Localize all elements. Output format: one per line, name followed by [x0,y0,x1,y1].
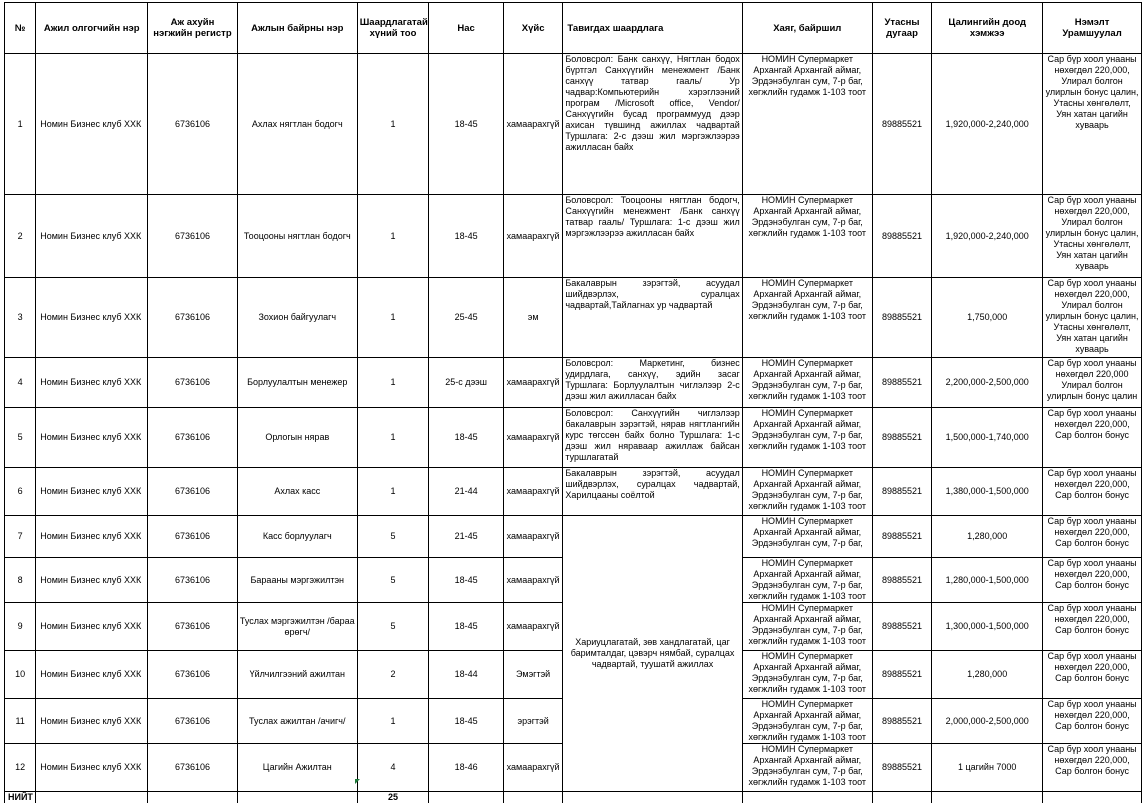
cell-age[interactable]: 18-45 [429,558,504,603]
cell-register[interactable]: 6736106 [148,195,238,278]
cell-employer[interactable]: Номин Бизнес клуб ХХК [36,408,148,468]
cell-position[interactable]: Туслах ажилтан /ачигч/ [237,699,357,744]
header-row [5,3,1142,54]
cell-register[interactable]: 6736106 [148,468,238,516]
cell-count[interactable]: 4 [357,744,429,792]
cell-age[interactable]: 18-45 [429,603,504,651]
cell-gender[interactable]: хамаарахгүй [503,358,562,408]
cell-bonus[interactable]: Сар бүр хоол унааны нөхөгдөл 220,000, Сар болгон бонус [1043,651,1142,699]
cell-requirements[interactable]: Боловсрол: Маркетинг, бизнес удирдлага, санхүү, эдийн засаг Туршлага: Борлуулалтын чиглэлээр 2-с дээш жил ажилласан байх [563,358,742,408]
cell-age[interactable]: 21-45 [429,516,504,558]
cell-salary[interactable]: 1,380,000-1,500,000 [932,468,1043,516]
header-age[interactable]: Нас [429,3,504,54]
cell-num[interactable]: 6 [5,468,36,516]
cell-age[interactable]: 18-45 [429,195,504,278]
cell-address[interactable]: НОМИН Супермаркет Архангай Архангай аймаг, Эрдэнэбулган сум, 7-р баг, хөгжлийн гудамж 1-103 тоот [742,744,872,792]
cell-position[interactable]: Зохион байгуулагч [237,278,357,358]
cell-address[interactable]: НОМИН Супермаркет Архангай Архангай аймаг, Эрдэнэбулган сум, 7-р баг, хөгжлийн гудамж 1-103 тоот [742,408,872,468]
cell-register[interactable]: 6736106 [148,603,238,651]
cell-count[interactable]: 1 [357,699,429,744]
cell-bonus[interactable]: Сар бүр хоол унааны нөхөгдөл 220,000, Сар болгон бонус [1043,558,1142,603]
total-empty-cell[interactable] [872,792,931,803]
total-count[interactable]: 25 [357,792,429,803]
cell-age[interactable]: 18-45 [429,54,504,195]
cell-requirements-merged[interactable]: Хариуцлагатай, зөв хандлагатай, цаг баримталдаг, цэвэрч нямбай, суралцах чадвартай, туушатй ажиллах [563,516,742,792]
cell-employer[interactable]: Номин Бизнес клуб ХХК [36,358,148,408]
cell-count[interactable]: 1 [357,195,429,278]
cell-employer[interactable]: Номин Бизнес клуб ХХК [36,744,148,792]
cell-bonus[interactable]: Сар бүр хоол унааны нөхөгдөл 220,000, Улирал болгон улирлын бонус цалин, Утасны хөнгөлөлт, Уян хатан цагийн хуваарь [1043,54,1142,195]
cell-gender[interactable]: хамаарахгүй [503,744,562,792]
cell-address[interactable]: НОМИН Супермаркет Архангай Архангай аймаг, Эрдэнэбулган сум, 7-р баг, хөгжлийн гудамж 1-103 тоот [742,699,872,744]
header-employer[interactable]: Ажил олгогчийн нэр [36,3,148,54]
cell-gender[interactable]: хамаарахгүй [503,558,562,603]
cell-register[interactable]: 6736106 [148,358,238,408]
cell-num[interactable]: 8 [5,558,36,603]
cell-employer[interactable]: Номин Бизнес клуб ХХК [36,468,148,516]
cell-bonus[interactable]: Сар бүр хоол унааны нөхөгдөл 220,000, Сар болгон бонус [1043,468,1142,516]
cell-count[interactable]: 5 [357,603,429,651]
cell-register[interactable]: 6736106 [148,54,238,195]
cell-phone[interactable]: 89885521 [872,195,931,278]
cell-employer[interactable]: Номин Бизнес клуб ХХК [36,558,148,603]
cell-age[interactable]: 18-44 [429,651,504,699]
cell-num[interactable]: 7 [5,516,36,558]
total-row [5,792,1142,803]
cell-num[interactable]: 12 [5,744,36,792]
total-empty-cell[interactable] [1043,792,1142,803]
cell-bonus[interactable]: Сар бүр хоол унааны нөхөгдөл 220,000, Сар болгон бонус [1043,516,1142,558]
cell-salary[interactable]: 1,280,000-1,500,000 [932,558,1043,603]
cell-phone[interactable]: 89885521 [872,651,931,699]
cell-phone[interactable]: 89885521 [872,516,931,558]
cell-phone[interactable]: 89885521 [872,603,931,651]
cell-employer[interactable]: Номин Бизнес клуб ХХК [36,651,148,699]
table-row [5,195,1142,278]
header-register[interactable]: Аж ахуйн нэгжийн регистр [148,3,238,54]
cell-position[interactable]: Цагийн Ажилтан [237,744,357,792]
cell-gender[interactable]: хамаарахгүй [503,516,562,558]
cell-position[interactable]: Борлуулалтын менежер [237,358,357,408]
total-empty-cell[interactable] [36,792,148,803]
cell-salary[interactable]: 1,280,000 [932,516,1043,558]
cell-age[interactable]: 18-45 [429,699,504,744]
cell-gender[interactable]: хамаарахгүй [503,603,562,651]
header-num[interactable]: № [5,3,36,54]
cell-num[interactable]: 9 [5,603,36,651]
cell-bonus[interactable]: Сар бүр хоол унааны нөхөгдөл 220,000, Улирал болгон улирлын бонус цалин, Утасны хөнгөлөлт, Уян хатан цагийн хуваарь [1043,195,1142,278]
cell-num[interactable]: 4 [5,358,36,408]
cell-employer[interactable]: Номин Бизнес клуб ХХК [36,195,148,278]
cell-phone[interactable]: 89885521 [872,408,931,468]
cell-count[interactable]: 1 [357,278,429,358]
cell-employer[interactable]: Номин Бизнес клуб ХХК [36,699,148,744]
total-empty-cell[interactable] [932,792,1043,803]
cell-position[interactable]: Үйлчилгээний ажилтан [237,651,357,699]
cell-age[interactable]: 18-45 [429,408,504,468]
cell-register[interactable]: 6736106 [148,278,238,358]
cell-register[interactable]: 6736106 [148,558,238,603]
table-row [5,516,1142,558]
cell-address[interactable]: НОМИН Супермаркет Архангай Архангай аймаг, Эрдэнэбулган сум, 7-р баг, хөгжлийн гудамж 1-103 тоот [742,468,872,516]
cell-age[interactable]: 21-44 [429,468,504,516]
cell-gender[interactable]: хамаарахгүй [503,195,562,278]
header-address[interactable]: Хаяг, байршил [742,3,872,54]
cell-gender[interactable]: эрэгтэй [503,699,562,744]
cell-salary[interactable]: 1,500,000-1,740,000 [932,408,1043,468]
cell-employer[interactable]: Номин Бизнес клуб ХХК [36,516,148,558]
cell-requirements[interactable]: Бакалаврын зэрэгтэй, асуудал шийдвэрлэх, суралцах чадвартай,Тайлагнах ур чадвартай [563,278,742,358]
cell-num[interactable]: 3 [5,278,36,358]
cell-bonus[interactable]: Сар бүр хоол унааны нөхөгдөл 220,000, Сар болгон бонус [1043,699,1142,744]
cell-position[interactable]: Туслах мэргэжилтэн /бараа өрөгч/ [237,603,357,651]
cell-salary[interactable]: 1,750,000 [932,278,1043,358]
total-empty-cell[interactable] [742,792,872,803]
vacancy-table [4,2,1142,803]
cell-position[interactable]: Барааны мэргэжилтэн [237,558,357,603]
cell-register[interactable]: 6736106 [148,516,238,558]
cell-position[interactable]: Касс борлуулагч [237,516,357,558]
cell-num[interactable]: 10 [5,651,36,699]
cell-requirements[interactable]: Боловсрол: Тооцооны нягтлан бодогч, Санхүүгийн менежмент /Банк санхүү татвар гааль/ Туршлага: 1-с дээш жил мэргэжлээрээ ажилласан байх [563,195,742,278]
cell-phone[interactable]: 89885521 [872,54,931,195]
cell-num[interactable]: 5 [5,408,36,468]
cell-employer[interactable]: Номин Бизнес клуб ХХК [36,278,148,358]
cell-salary[interactable]: 1,920,000-2,240,000 [932,195,1043,278]
table-row [5,408,1142,468]
cell-position[interactable]: Тооцооны нягтлан бодогч [237,195,357,278]
cell-requirements[interactable]: Боловсрол: Санхүүгийн чиглэлээр бакалаврын зэрэгтэй, нярав нягтлангийн курс төгссөн байх болно Туршлага: 1-с дээш жил няраваар ажиллаж байсан туршлагатай [563,408,742,468]
cell-phone[interactable]: 89885521 [872,468,931,516]
header-phone[interactable]: Утасны дугаар [872,3,931,54]
cell-phone[interactable]: 89885521 [872,278,931,358]
table-row [5,358,1142,408]
cell-register[interactable]: 6736106 [148,699,238,744]
cell-num[interactable]: 1 [5,54,36,195]
cell-requirements[interactable]: Бакалаврын зэрэгтэй, асуудал шийдвэрлэх, суралцах чадвартай, Харилцааны соёлтой [563,468,742,516]
cell-position[interactable]: Ахлах нягтлан бодогч [237,54,357,195]
header-requirements[interactable]: Тавигдах шаардлага [563,3,742,54]
table-row [5,54,1142,195]
cell-count[interactable]: 2 [357,651,429,699]
cell-register[interactable]: 6736106 [148,744,238,792]
header-gender[interactable]: Хүйс [503,3,562,54]
cell-count[interactable]: 1 [357,358,429,408]
cell-gender[interactable]: эм [503,278,562,358]
cell-address[interactable]: НОМИН Супермаркет Архангай Архангай аймаг, Эрдэнэбулган сум, 7-р баг, [742,516,872,558]
cell-bonus[interactable]: Сар бүр хоол унааны нөхөгдөл 220,000, Сар болгон бонус [1043,744,1142,792]
cell-address[interactable]: НОМИН Супермаркет Архангай Архангай аймаг, Эрдэнэбулган сум, 7-р баг, хөгжлийн гудамж 1-103 тоот [742,558,872,603]
cell-requirements[interactable]: Боловсрол: Банк санхүү, Нягтлан бодох бүртгэл Санхүүгийн менежмент /Банк санхүү татвар гааль/ Ур чадвар:Компьютерийн хэрэглээний програм /Microsoft office, Vendor/ Санхүүгийн бусад программууд дээр ахисан түвшинд ажиллах чадвартай Туршлага: 2-с дээш жил мэргэжлээрээ ажилласан байх [563,54,742,195]
cell-phone[interactable]: 89885521 [872,558,931,603]
cell-comment-marker [355,779,360,784]
cell-count[interactable]: 1 [357,54,429,195]
header-bonus[interactable]: Нэмэлт Урамшуулал [1043,3,1142,54]
total-empty-cell[interactable] [148,792,238,803]
cell-position[interactable]: Орлогын нярав [237,408,357,468]
cell-age[interactable]: 25-с дээш [429,358,504,408]
cell-salary[interactable]: 2,200,000-2,500,000 [932,358,1043,408]
cell-salary[interactable]: 2,000,000-2,500,000 [932,699,1043,744]
cell-bonus[interactable]: Сар бүр хоол унааны нөхөгдөл 220,000, Улирал болгон улирлын бонус цалин, Утасны хөнгөлөлт, Уян хатан цагийн хуваарь [1043,278,1142,358]
cell-bonus[interactable]: Сар бүр хоол унааны нөхөгдөл 220,000, Сар болгон бонус [1043,408,1142,468]
cell-phone[interactable]: 89885521 [872,358,931,408]
cell-age[interactable]: 18-46 [429,744,504,792]
cell-employer[interactable]: Номин Бизнес клуб ХХК [36,603,148,651]
cell-register[interactable]: 6736106 [148,651,238,699]
cell-register[interactable]: 6736106 [148,408,238,468]
cell-bonus[interactable]: Сар бүр хоол унааны нөхөгдөл 220,000 Улирал болгон улирлын бонус цалин [1043,358,1142,408]
cell-employer[interactable]: Номин Бизнес клуб ХХК [36,54,148,195]
total-empty-cell[interactable] [429,792,504,803]
header-count[interactable]: Шаардлагатай хүний тоо [357,3,429,54]
cell-address[interactable]: НОМИН Супермаркет Архангай Архангай аймаг, Эрдэнэбулган сум, 7-р баг, хөгжлийн гудамж 1-103 тоот [742,358,872,408]
cell-num[interactable]: 2 [5,195,36,278]
header-salary[interactable]: Цалингийн доод хэмжээ [932,3,1043,54]
total-label[interactable]: НИЙТ [5,792,36,803]
table-row [5,278,1142,358]
cell-address[interactable]: НОМИН Супермаркет Архангай Архангай аймаг, Эрдэнэбулган сум, 7-р баг, хөгжлийн гудамж 1-103 тоот [742,54,872,195]
cell-gender[interactable]: хамаарахгүй [503,468,562,516]
table-row [5,468,1142,516]
cell-salary[interactable]: 1 цагийн 7000 [932,744,1043,792]
cell-bonus[interactable]: Сар бүр хоол унааны нөхөгдөл 220,000, Сар болгон бонус [1043,603,1142,651]
cell-phone[interactable]: 89885521 [872,699,931,744]
cell-count[interactable]: 1 [357,408,429,468]
total-empty-cell[interactable] [237,792,357,803]
cell-gender[interactable]: хамаарахгүй [503,54,562,195]
cell-count[interactable]: 5 [357,516,429,558]
cell-count[interactable]: 1 [357,468,429,516]
total-empty-cell[interactable] [503,792,562,803]
cell-address[interactable]: НОМИН Супермаркет Архангай Архангай аймаг, Эрдэнэбулган сум, 7-р баг, хөгжлийн гудамж 1-103 тоот [742,603,872,651]
cell-gender[interactable]: Эмэгтэй [503,651,562,699]
cell-gender[interactable]: хамаарахгүй [503,408,562,468]
cell-phone[interactable]: 89885521 [872,744,931,792]
cell-num[interactable]: 11 [5,699,36,744]
cell-salary[interactable]: 1,300,000-1,500,000 [932,603,1043,651]
cell-salary[interactable]: 1,280,000 [932,651,1043,699]
cell-address[interactable]: НОМИН Супермаркет Архангай Архангай аймаг, Эрдэнэбулган сум, 7-р баг, хөгжлийн гудамж 1-103 тоот [742,195,872,278]
cell-salary[interactable]: 1,920,000-2,240,000 [932,54,1043,195]
cell-address[interactable]: НОМИН Супермаркет Архангай Архангай аймаг, Эрдэнэбулган сум, 7-р баг, хөгжлийн гудамж 1-103 тоот [742,278,872,358]
header-position[interactable]: Ажлын байрны нэр [237,3,357,54]
cell-address[interactable]: НОМИН Супермаркет Архангай Архангай аймаг, Эрдэнэбулган сум, 7-р баг, хөгжлийн гудамж 1-103 тоот [742,651,872,699]
cell-count[interactable]: 5 [357,558,429,603]
total-empty-cell[interactable] [563,792,742,803]
cell-position[interactable]: Ахлах касс [237,468,357,516]
cell-age[interactable]: 25-45 [429,278,504,358]
